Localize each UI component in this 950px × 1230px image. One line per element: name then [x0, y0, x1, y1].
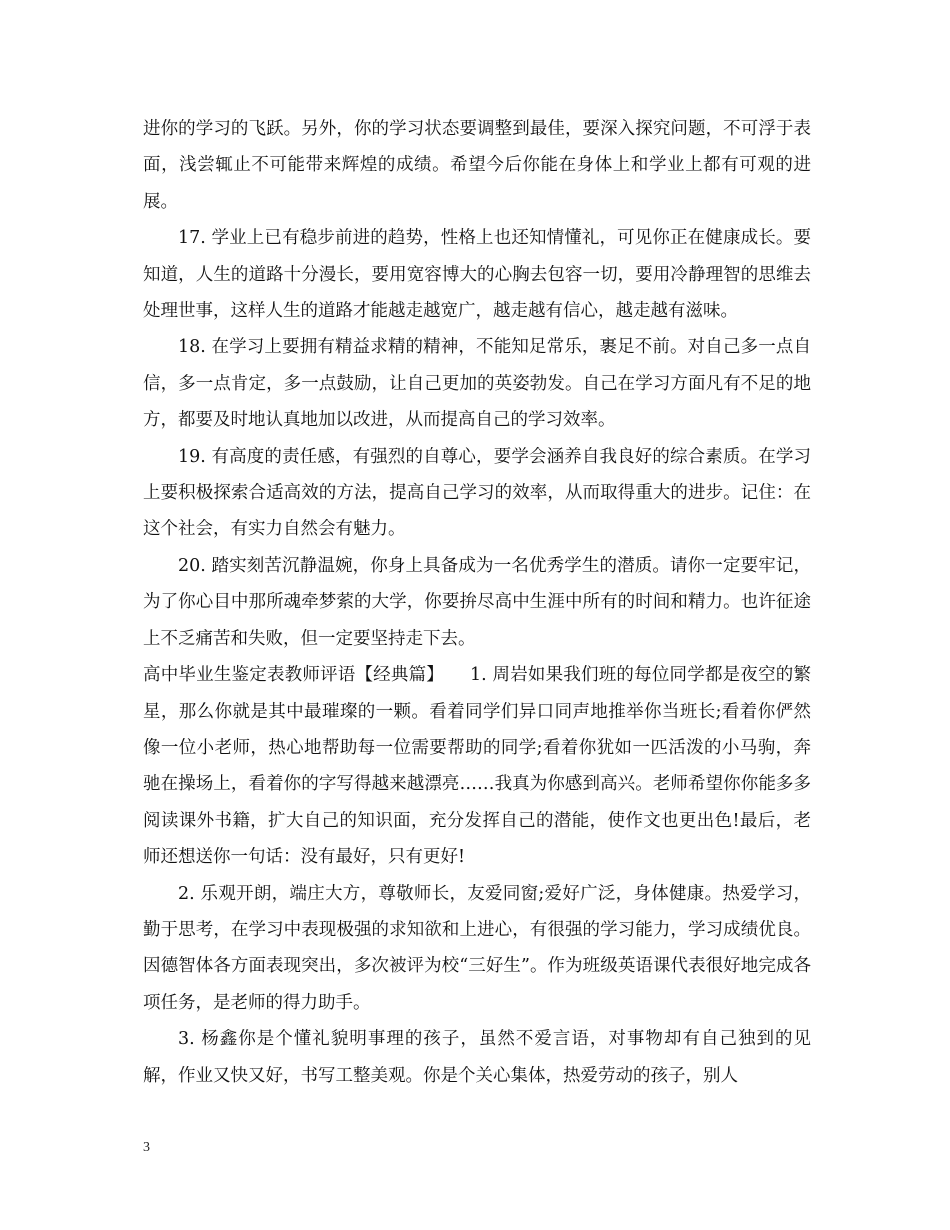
paragraph-continued: 进你的学习的飞跃。另外，你的学习状态要调整到最佳，要深入探究问题，不可浮于表面，浅尝辄止不可能带来辉煌的成绩。希望今后你能在身体上和学业上都有可观的进展。: [143, 119, 811, 212]
paragraph-item-1: 1. 周岩如果我们班的每位同学都是夜空的繁星，那么你就是其中最璀璨的一颗。看着同学们异口同声地推举你当班长;看着你俨然像一位小老师，热心地帮助每一位需要帮助的同学;看着你犹如一匹活泼的小马驹，奔驰在操场上，看着你的字写得越来越漂亮……我真为你感到高兴。老师希望你你能多多阅读课外书籍，扩大自己的知识面，充分发挥自己的潜能，使作文也更出色!最后，老师还想送你一句话：没有最好，只有更好!: [143, 665, 811, 868]
document-body: [143, 111, 811, 1094]
paragraph-item-2: 2. 乐观开朗，端庄大方，尊敬师长，友爱同窗;爱好广泛，身体健康。热爱学习，勤于思考，在学习中表现极强的求知欲和上进心，有很强的学习能力，学习成绩优良。因德智体各方面表现突出，多次被评为校“三好生”。作为班级英语课代表很好地完成各项任务，是老师的得力助手。: [143, 883, 811, 1013]
paragraph-item-3: 3. 杨鑫你是个懂礼貌明事理的孩子，虽然不爱言语，对事物却有自己独到的见解，作业又快又好，书写工整美观。你是个关心集体，热爱劳动的孩子，别人: [143, 1029, 811, 1086]
section-paragraph: [143, 657, 811, 875]
paragraph-item-17: 17. 学业上已有稳步前进的趋势，性格上也还知情懂礼，可见你正在健康成长。要知道，人生的道路十分漫长，要用宽容博大的心胸去包容一切，要用冷静理智的思维去处理世事，这样人生的道路才能越走越宽广，越走越有信心，越走越有滋味。: [143, 228, 811, 322]
section-heading: 高中毕业生鉴定表教师评语【经典篇】: [143, 665, 445, 686]
paragraph-item-20: 20. 踏实刻苦沉静温婉，你身上具备成为一名优秀学生的潜质。请你一定要牢记，为了你心目中那所魂牵梦萦的大学，你要拚尽高中生涯中所有的时间和精力。也许征途上不乏痛苦和失败，但一定要坚持走下去。: [143, 555, 811, 649]
paragraph-item-19: 19. 有高度的责任感，有强烈的自尊心，要学会涵养自我良好的综合素质。在学习上要积极探索合适高效的方法，提高自己学习的效率，从而取得重大的进步。记住：在这个社会，有实力自然会有魅力。: [143, 446, 811, 540]
paragraph-item-18: 18. 在学习上要拥有精益求精的精神，不能知足常乐，裹足不前。对自己多一点自信，多一点肯定，多一点鼓励，让自己更加的英姿勃发。自己在学习方面凡有不足的地方，都要及时地认真地加以改进，从而提高自己的学习效率。: [143, 337, 811, 431]
page-number: 3: [143, 1140, 150, 1155]
